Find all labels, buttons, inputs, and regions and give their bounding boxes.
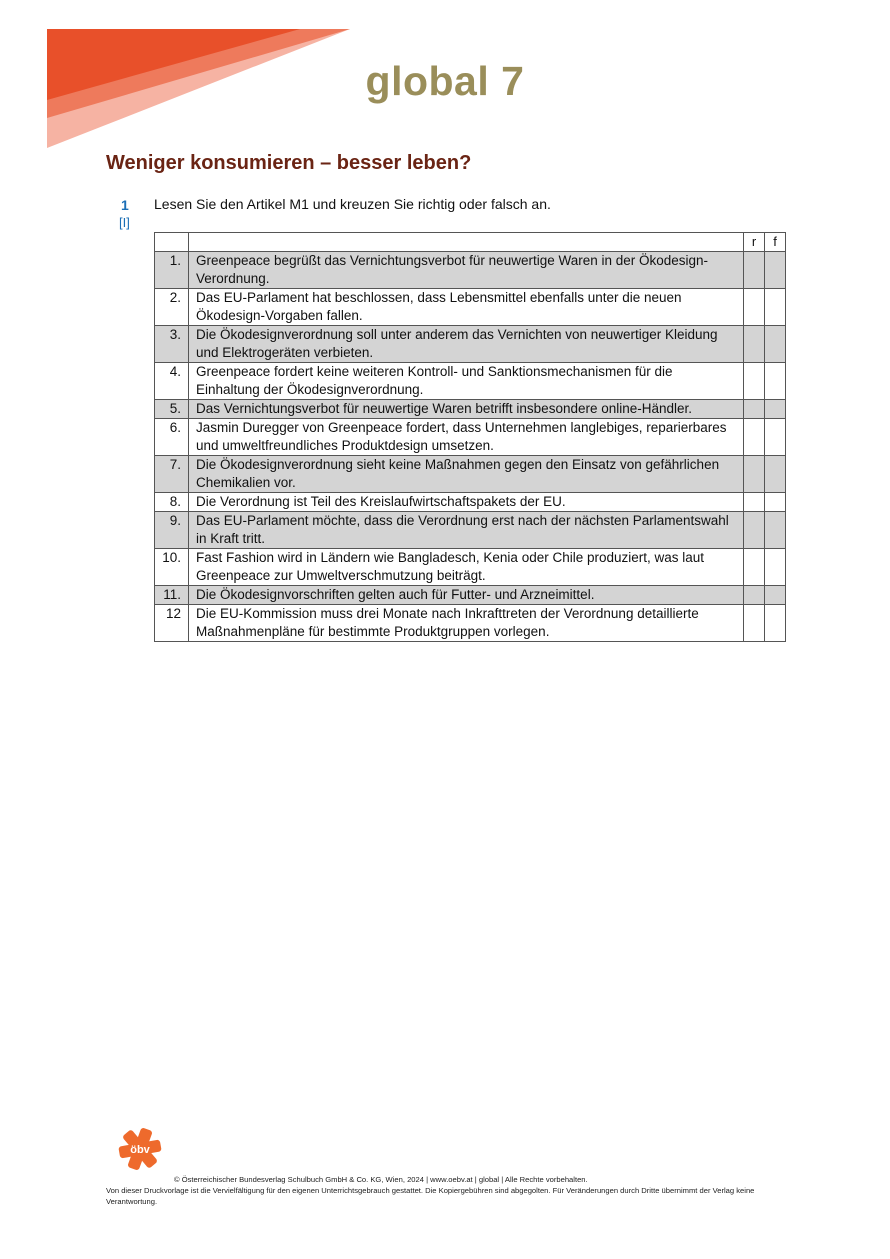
- checkbox-richtig[interactable]: [744, 400, 765, 419]
- checkbox-falsch[interactable]: [765, 605, 786, 642]
- checkbox-falsch[interactable]: [765, 363, 786, 400]
- row-statement: Die Ökodesignvorschriften gelten auch für Futter- und Arzneimittel.: [189, 586, 744, 605]
- checkbox-richtig[interactable]: [744, 512, 765, 549]
- row-statement: Das Vernichtungsverbot für neuwertige Waren betrifft insbesondere online-Händler.: [189, 400, 744, 419]
- table-row: [155, 549, 786, 586]
- checkbox-falsch[interactable]: [765, 456, 786, 493]
- row-statement: Die Ökodesignverordnung soll unter anderem das Vernichten von neuwertiger Kleidung und Elektrogeräten verbieten.: [189, 326, 744, 363]
- row-number: 8.: [155, 493, 189, 512]
- table-row: [155, 326, 786, 363]
- checkbox-richtig[interactable]: [744, 456, 765, 493]
- checkbox-richtig[interactable]: [744, 605, 765, 642]
- table-row: [155, 586, 786, 605]
- checkbox-falsch[interactable]: [765, 252, 786, 289]
- row-number: 10.: [155, 549, 189, 586]
- checkbox-richtig[interactable]: [744, 289, 765, 326]
- row-number: 2.: [155, 289, 189, 326]
- row-statement: Die EU-Kommission muss drei Monate nach Inkrafttreten der Verordnung detaillierte Maßnahmenpläne für bestimmte Produktgruppen vorlegen.: [189, 605, 744, 642]
- row-statement: Fast Fashion wird in Ländern wie Bangladesch, Kenia oder Chile produziert, was laut Greenpeace zur Umweltverschmutzung beiträgt.: [189, 549, 744, 586]
- table-row: [155, 252, 786, 289]
- row-statement: Das EU-Parlament hat beschlossen, dass Lebensmittel ebenfalls unter die neuen Ökodesign-Vorgaben fallen.: [189, 289, 744, 326]
- checkbox-richtig[interactable]: [744, 586, 765, 605]
- checkbox-falsch[interactable]: [765, 419, 786, 456]
- footer-disclaimer: Von dieser Druckvorlage ist die Vervielfältigung für den eigenen Unterrichtsgebrauch gestattet. Die Kopiergebühren sind abgegolten. Für Veränderungen durch Dritte übernimmt der Verlag keine Verantwortung.: [106, 1186, 755, 1206]
- checkbox-richtig[interactable]: [744, 419, 765, 456]
- footer-copyright: © Österreichischer Bundesverlag Schulbuch GmbH & Co. KG, Wien, 2024 | www.oebv.at | global | Alle Rechte vorbehalten.: [174, 1175, 588, 1184]
- checkbox-falsch[interactable]: [765, 549, 786, 586]
- header-richtig: r: [744, 233, 765, 252]
- checkbox-falsch[interactable]: [765, 493, 786, 512]
- row-number: 4.: [155, 363, 189, 400]
- row-statement: Die Verordnung ist Teil des Kreislaufwirtschaftspakets der EU.: [189, 493, 744, 512]
- row-number: 1.: [155, 252, 189, 289]
- oebv-logo: [118, 1127, 162, 1171]
- row-statement: Greenpeace fordert keine weiteren Kontroll- und Sanktionsmechanismen für die Einhaltung der Ökodesignverordnung.: [189, 363, 744, 400]
- checkbox-falsch[interactable]: [765, 289, 786, 326]
- row-number: 12: [155, 605, 189, 642]
- brand-title: global 7: [365, 58, 525, 104]
- table-row: [155, 363, 786, 400]
- logo-text: öbv: [130, 1144, 150, 1156]
- row-statement: Jasmin Duregger von Greenpeace fordert, dass Unternehmen langlebiges, reparierbares und umweltfreundliches Produktdesign umsetzen.: [189, 419, 744, 456]
- checkbox-falsch[interactable]: [765, 512, 786, 549]
- row-number: 7.: [155, 456, 189, 493]
- task-instruction: Lesen Sie den Artikel M1 und kreuzen Sie richtig oder falsch an.: [154, 196, 551, 212]
- task-level: [I]: [119, 215, 130, 230]
- table-row: [155, 512, 786, 549]
- checkbox-falsch[interactable]: [765, 400, 786, 419]
- row-statement: Die Ökodesignverordnung sieht keine Maßnahmen gegen den Einsatz von gefährlichen Chemikalien vor.: [189, 456, 744, 493]
- table-row: [155, 400, 786, 419]
- table-row: [155, 289, 786, 326]
- checkbox-richtig[interactable]: [744, 549, 765, 586]
- row-number: 11.: [155, 586, 189, 605]
- row-statement: Das EU-Parlament möchte, dass die Verordnung erst nach der nächsten Parlamentswahl in Kraft tritt.: [189, 512, 744, 549]
- checkbox-richtig[interactable]: [744, 252, 765, 289]
- row-number: 9.: [155, 512, 189, 549]
- table-row: [155, 419, 786, 456]
- table-row: [155, 456, 786, 493]
- task-number: 1: [121, 197, 129, 213]
- checkbox-richtig[interactable]: [744, 493, 765, 512]
- row-number: 6.: [155, 419, 189, 456]
- header-num-cell: [155, 233, 189, 252]
- row-statement: Greenpeace begrüßt das Vernichtungsverbot für neuwertige Waren in der Ökodesign-Verordnung.: [189, 252, 744, 289]
- checkbox-richtig[interactable]: [744, 363, 765, 400]
- true-false-table: [154, 232, 786, 642]
- row-number: 5.: [155, 400, 189, 419]
- header-falsch: f: [765, 233, 786, 252]
- page-title: Weniger konsumieren – besser leben?: [106, 152, 472, 174]
- table-row: [155, 493, 786, 512]
- checkbox-falsch[interactable]: [765, 326, 786, 363]
- row-number: 3.: [155, 326, 189, 363]
- footer: [106, 1174, 786, 1207]
- table-row: [155, 605, 786, 642]
- header-statement-cell: [189, 233, 744, 252]
- checkbox-falsch[interactable]: [765, 586, 786, 605]
- table-header-row: [155, 233, 786, 252]
- checkbox-richtig[interactable]: [744, 326, 765, 363]
